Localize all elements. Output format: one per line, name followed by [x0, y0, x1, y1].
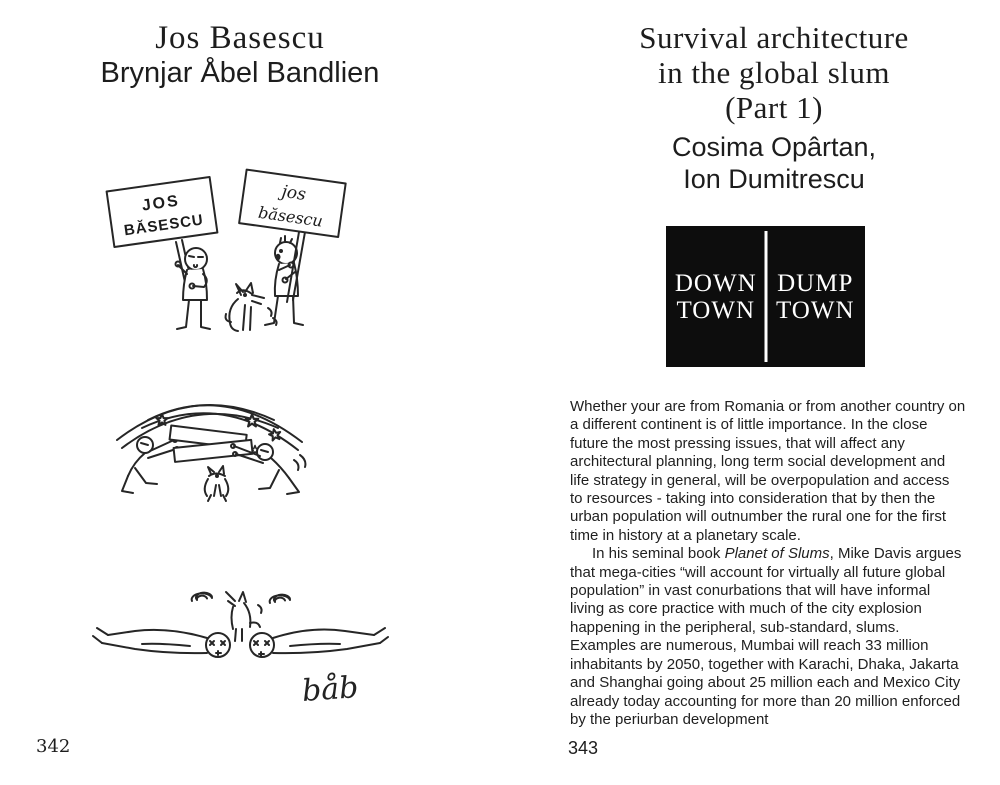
logo-right-line1: DUMP — [777, 269, 854, 297]
paragraph2-text-after: , Mike Davis argues that mega-cities “will account for virtually all future global population” in vast conurbations that will have informal living as core practice with much of the city explosion happening in the peripheral, sub-standard, slums. Examples are numerous, Mumbai will reach 33 million inhabitants by 2050, together with Karachi, Dhaka, Jakarta and Shanghai going about 25 million each and Mexico City already today accounting for more than 20 million enforced by the periurban development — [570, 545, 962, 728]
knockout-cartoon — [90, 575, 390, 680]
downtown-dumptown-logo — [666, 226, 865, 367]
logo-left-line1: DOWN — [674, 269, 757, 297]
left-page-header — [20, 20, 460, 90]
logo-right-line2: TOWN — [775, 296, 855, 324]
logo-right-half — [766, 226, 866, 367]
left-fighter-figure — [122, 437, 179, 493]
left-protest-sign — [107, 177, 218, 247]
left-sign-text-line1: JOS — [140, 192, 181, 215]
artist-signature: båb — [300, 670, 360, 709]
logo-divider — [764, 231, 767, 362]
cowering-dog-figure — [205, 466, 229, 501]
paragraph2-text-before: In his seminal book — [592, 545, 725, 563]
article-paragraph-2 — [570, 545, 966, 729]
right-sign-text-line2: băsescu — [257, 202, 324, 231]
right-page-title-line2: in the global slum — [657, 55, 890, 90]
right-page-header — [563, 20, 985, 195]
logo-left-line2: TOWN — [676, 296, 756, 324]
logo-left-half — [666, 226, 766, 367]
dizzy-spiral-left — [192, 593, 212, 601]
left-sign-text-line2: BĂSESCU — [122, 211, 205, 240]
right-page-author-line2: Ion Dumitrescu — [683, 164, 865, 194]
right-page-title-line3: (Part 1) — [725, 90, 823, 125]
dizzy-spiral-right — [270, 595, 290, 603]
right-knockout-figure — [250, 628, 388, 657]
book-title-italic: Planet of Slums — [724, 545, 830, 563]
right-protest-sign — [239, 170, 346, 237]
left-page-author: Brynjar Åbel Bandlien — [100, 57, 380, 89]
right-page-author-line1: Cosima Opârtan, — [671, 132, 877, 162]
left-page-title: Jos Basescu — [155, 20, 325, 56]
left-knockout-figure — [93, 628, 230, 657]
protest-cartoon — [92, 166, 348, 350]
fight-cartoon — [112, 388, 307, 508]
right-page-number: 343 — [568, 738, 599, 758]
left-page-number: 342 — [36, 736, 71, 757]
article-body — [570, 398, 966, 729]
article-paragraph-1: Whether your are from Romania or from another country on a different continent is of little importance. In the close future the most pressing issues, that will affect any architectural planning, long term social development and life strategy in general, will be overpopulation and access to resources - taking into consideration that by then the urban population will outnumber the rural one for the first time in history at a planetary scale. — [570, 398, 966, 544]
right-page-title-line1: Survival architecture — [639, 20, 909, 55]
right-sign-text-line1: jos — [280, 181, 308, 205]
